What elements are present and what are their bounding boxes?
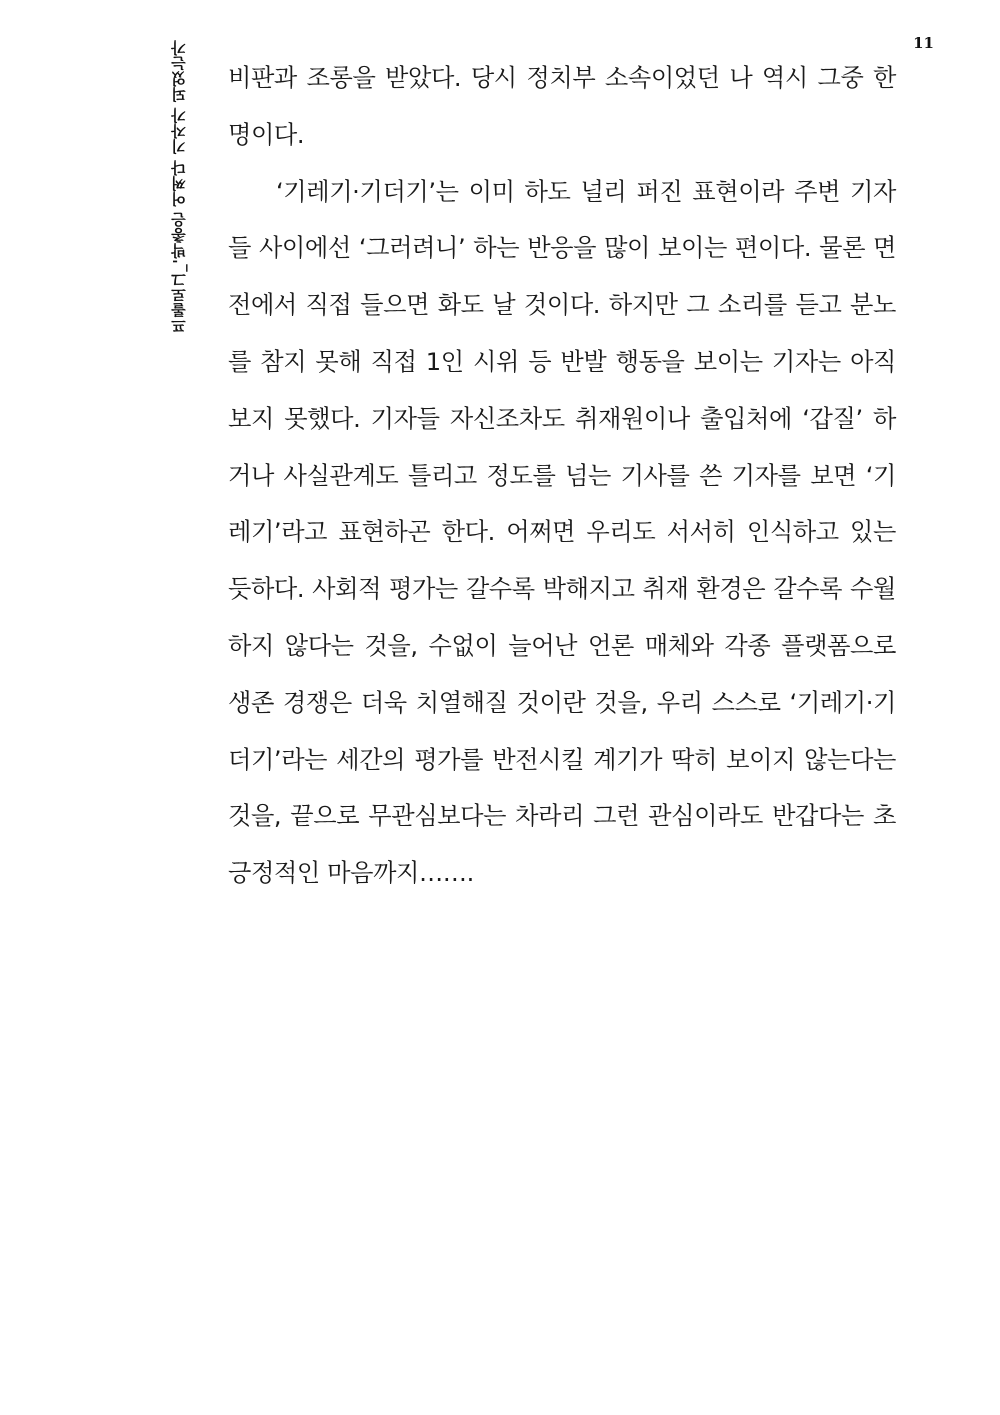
paragraph-2: ‘기레기·기더기’는 이미 하도 널리 퍼진 표현이라 주변 기자들 사이에선 ‘그러려니’ 하는 반응을 많이 보이는 편이다. 물론 면전에서 직접 들으면 화도 날 것이다. 하지만 그 소리를 듣고 분노를 참지 못해 직접 1인 시위 등 반발 행동을 보이는 기자는 아직 보지 못했다. 기자들 자신조차도 취재원이나 출입처에 ‘갑질’ 하거나 사실관계도 틀리고 정도를 넘는 기사를 쓴 기자를 보면 ‘기레기’라고 표현하곤 한다. 어쩌면 우리도 서서히 인식하고 있는 듯하다. 사회적 평가는 갈수록 박해지고 취재 환경은 갈수록 수월하지 않다는 것을, 수없이 늘어난 언론 매체와 각종 플랫폼으로 생존 경쟁은 더욱 치열해질 것이란 것을, 우리 스스로 ‘기레기·기더기’라는 세간의 평가를 반전시킬 계기가 딱히 보이지 않는다는 것을, 끝으로 무관심보다는 차라리 그런 관심이라도 반갑다는 초긍정적인 마음까지……. [228,177,896,888]
body-text [228,50,896,902]
paragraph-1: 비판과 조롱을 받았다. 당시 정치부 소속이었던 나 역시 그중 한명이다. [228,64,896,149]
running-head-text: 프롤로그_'박총은 어쩌다 기자가 되었는가 [169,40,188,334]
page-number: 11 [913,34,934,52]
running-head [158,40,198,340]
